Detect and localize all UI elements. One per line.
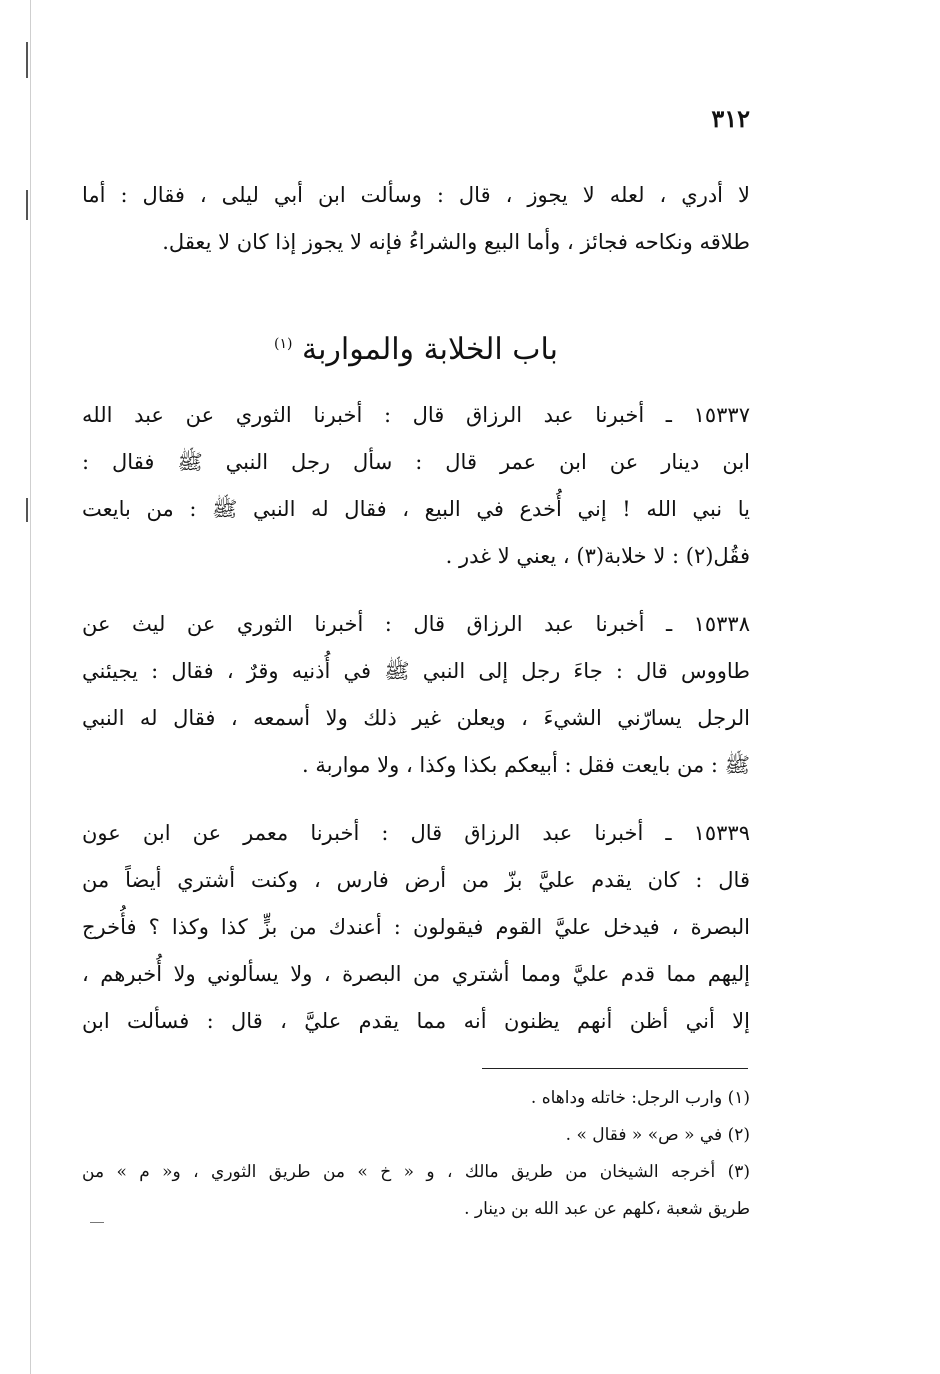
text-line: ١٥٣٣٨ ـ أخبرنا عبد الرزاق قال : أخبرنا الثوري عن ليث عن <box>82 612 750 636</box>
footnote-separator <box>482 1068 748 1069</box>
page-number: ٣١٢ <box>711 104 750 133</box>
footnote-2: (٢) في « ص» « فقال » . <box>565 1125 750 1145</box>
hadith-15339 <box>82 810 750 1045</box>
text-line: قال : كان يقدم عليَّ بزّ من أرض فارس ، وكنت أشتري أيضاً من <box>82 868 750 892</box>
gutter-mark <box>26 498 28 522</box>
hadith-15338 <box>82 601 750 789</box>
scan-artifact <box>90 1222 104 1223</box>
text-line: الرجل يسارّني الشيءَ ، ويعلن غير ذلك ولا أسمعه ، فقال له النبي <box>82 706 750 730</box>
text-line: البصرة ، فيدخل عليَّ القوم فيقولون : أعندك من بزٍّ كذا وكذا ؟ فأُخرج <box>82 915 750 939</box>
footnote-3: (٣) أخرجه الشيخان من طريق مالك ، و « خ » من طريق الثوري ، و« م » من <box>82 1162 750 1182</box>
hadith-15337 <box>82 392 750 580</box>
text-line: طلاقه ونكاحه فجائز ، وأما البيع والشراءُ فإنه لا يجوز إذا كان لا يعقل. <box>162 230 750 254</box>
footnote-3-continued: طريق شعبة ،كلهم عن عبد الله بن دينار . <box>464 1199 750 1219</box>
gutter-mark <box>26 190 28 220</box>
text-line: إليهم مما قدم عليَّ ومما أشتري من البصرة ، ولا يسألوني ولا أُخبرهم ، <box>82 962 750 986</box>
gutter-mark <box>26 42 28 78</box>
text-line: طاووس قال : جاءَ رجل إلى النبي ﷺ في أُذنيه وقرٌ ، فقال : يجيئني <box>82 659 750 683</box>
text-line: ١٥٣٣٧ ـ أخبرنا عبد الرزاق قال : أخبرنا الثوري عن عبد الله <box>82 403 750 427</box>
footnote-1: (١) وارب الرجل: خاتله وداهاه . <box>530 1088 750 1108</box>
text-line: إلا أني أظن أنهم يظنون أنه مما يقدم عليَّ ، قال : فسألت ابن <box>82 1009 750 1033</box>
text-line: ﷺ : من بايعت فقل : أبيعكم بكذا وكذا ، ولا مواربة . <box>301 753 750 777</box>
intro-paragraph <box>82 172 750 266</box>
chapter-title-text: باب الخلابة والمواربة <box>301 332 559 367</box>
chapter-title <box>82 318 750 376</box>
text-line: لا أدري ، لعله لا يجوز ، قال : وسألت ابن أبي ليلى ، فقال : أما <box>82 183 750 207</box>
text-line: ١٥٣٣٩ ـ أخبرنا عبد الرزاق قال : أخبرنا معمر عن ابن عون <box>82 821 750 845</box>
text-line: ابن دينار عن ابن عمر قال : سأل رجل النبي ﷺ فقال : <box>82 450 750 474</box>
text-line: فقُل(٢) : لا خلابة(٣) ، يعني لا غدر . <box>445 544 750 568</box>
gutter-line <box>30 0 31 1374</box>
chapter-footnote-ref: (١) <box>273 336 293 352</box>
footnotes <box>82 1080 750 1228</box>
text-line: يا نبي الله ! إني أُخدع في البيع ، فقال له النبي ﷺ : من بايعت <box>82 497 750 521</box>
